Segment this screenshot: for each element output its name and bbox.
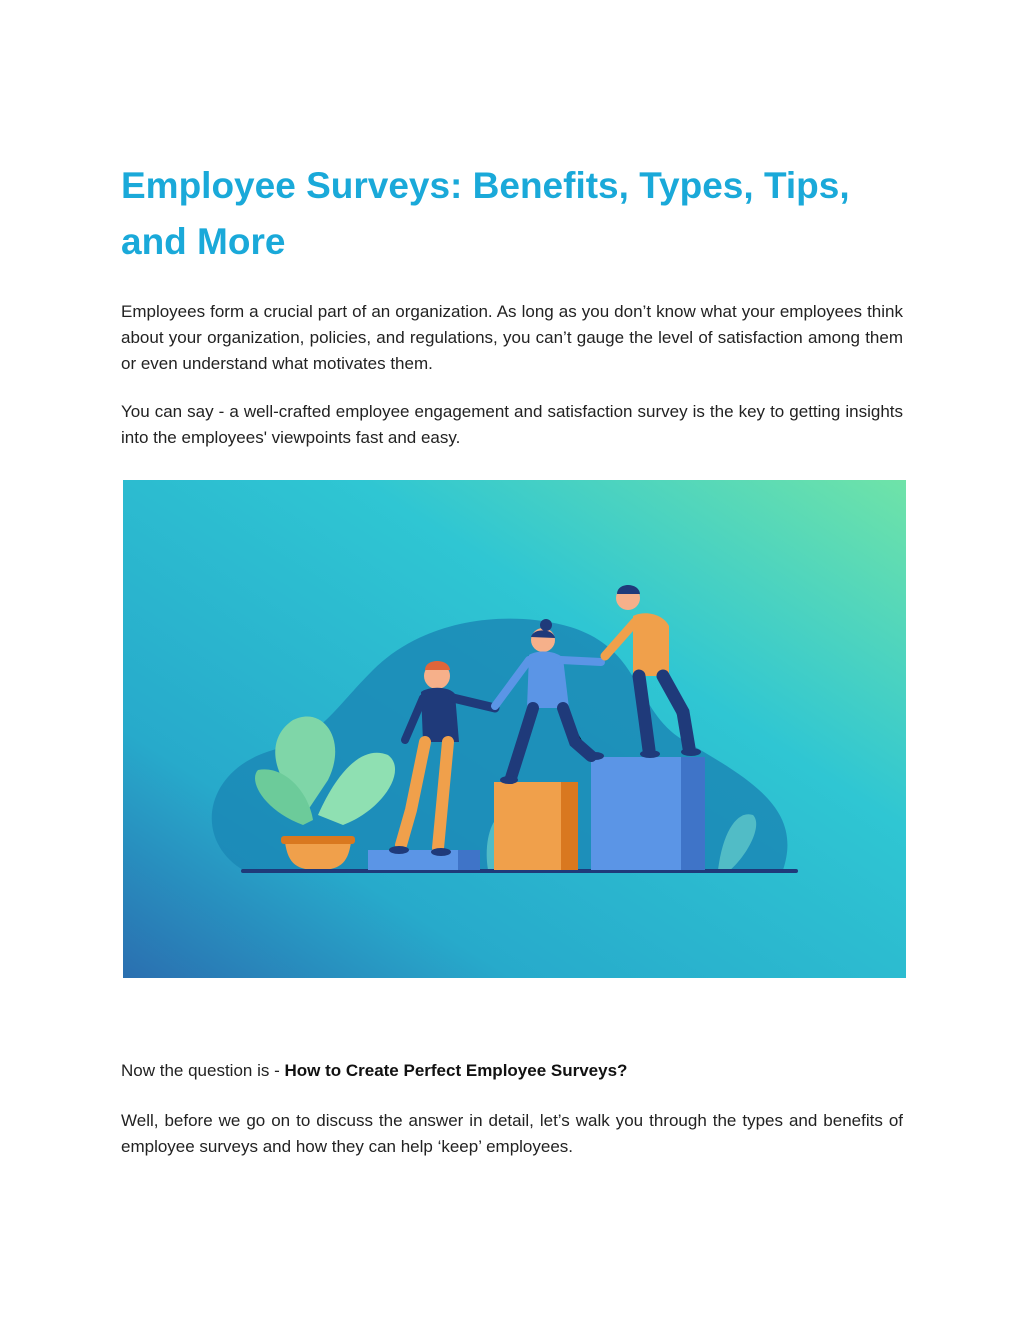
question-paragraph (121, 1058, 903, 1084)
teamwork-illustration-svg (123, 480, 906, 978)
closing-paragraph: Well, before we go on to discuss the answer in detail, let’s walk you through the types and benefits of employee surveys and how they can help ‘keep’ employees. (121, 1111, 903, 1156)
question-heading: How to Create Perfect Employee Surveys? (284, 1061, 628, 1080)
key-paragraph: You can say - a well-crafted employee engagement and satisfaction survey is the key to getting insights into the employees' viewpoints fast and easy. (121, 402, 903, 447)
step-mid-icon (494, 782, 578, 870)
page-title: Employee Surveys: Benefits, Types, Tips, and More (121, 165, 850, 262)
step-low-icon (368, 850, 480, 870)
teamwork-illustration (123, 480, 906, 978)
step-high-icon (591, 757, 705, 870)
question-prefix: Now the question is - (121, 1061, 285, 1080)
intro-paragraph: Employees form a crucial part of an organization. As long as you don’t know what your employees think about your organization, policies, and regulations, you can’t gauge the level of satisfaction among them or even understand what motivates them. (121, 302, 903, 373)
